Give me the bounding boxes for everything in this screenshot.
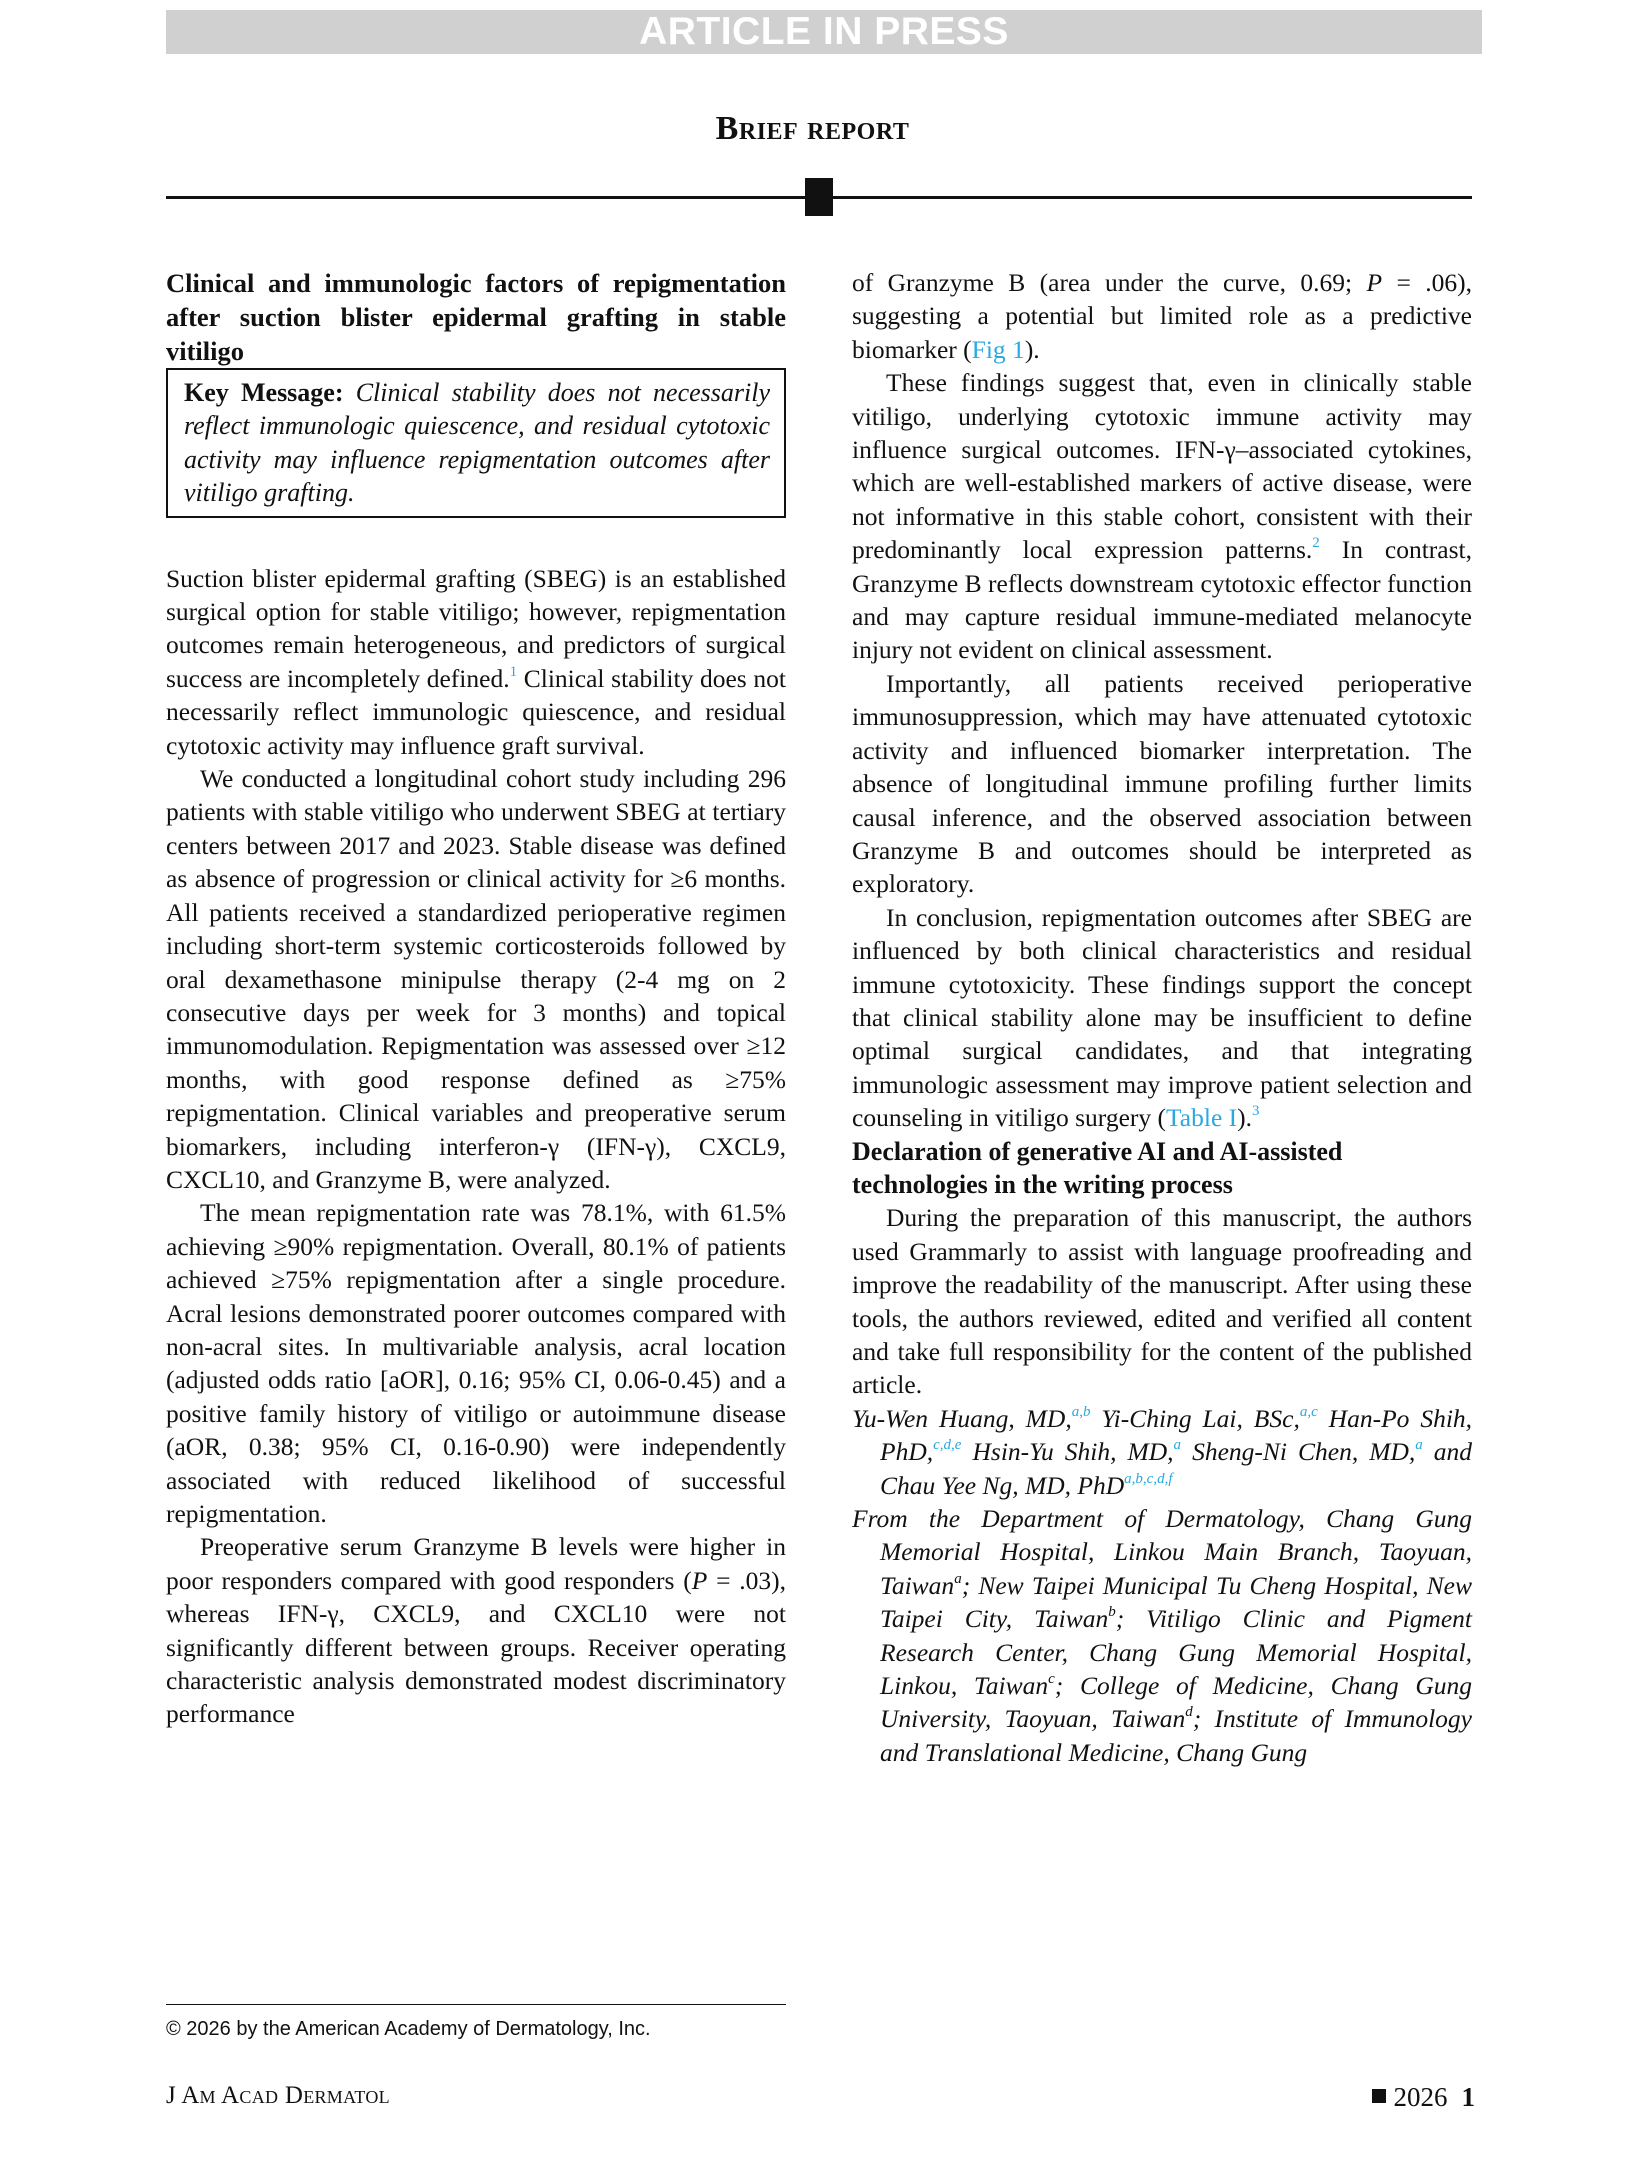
- copyright-notice: © 2026 by the American Academy of Dermatology, Inc.: [166, 2018, 651, 2040]
- figure-link[interactable]: Fig 1: [971, 334, 1025, 364]
- paragraph-roc-continued: of Granzyme B (area under the curve, 0.69; P = .06), suggesting a potential but limited role as a predictive biomarker (Fig 1).: [852, 268, 1472, 364]
- key-message-box: [166, 368, 786, 518]
- header-rule-marker: [805, 178, 833, 216]
- paragraph-conclusion: In conclusion, repigmentation outcomes after SBEG are influenced by both clinical characteristics and residual immune cytotoxicity. These findings support the concept that clinical stability alone may be insufficient to define optimal surgical candidates, and that integrating immunologic assessment may improve patient selection and counseling in vitiligo surgery (Table I).$^3$: [852, 902, 1472, 1133]
- paragraph-intro: Suction blister epidermal grafting (SBEG) is an established surgical option for stable vitiligo; however, repigmentation outcomes remain heterogeneous, and predictors of surgical success are incompletely defined.$^1$ Clinical stability does not necessarily reflect immunologic quiescence, and residual cytotoxic activity may influence graft survival.: [166, 563, 786, 760]
- issue-year: 2026: [1393, 2082, 1448, 2112]
- key-message-text: Clinical stability does not necessarily reflect immunologic quiescence, and residual cytotoxic activity may influence repigmentation outcomes after vitiligo grafting.: [184, 378, 770, 508]
- article-title: Clinical and immunologic factors of repigmentation after suction blister epidermal grafting in stable vitiligo: [166, 268, 786, 366]
- paragraph-limitations: Importantly, all patients received perioperative immunosuppression, which may have attenuated cytotoxic activity and influenced biomarker interpretation. The absence of longitudinal immune profiling further limits causal inference, and the observed association between Granzyme B and outcomes should be interpreted as exploratory.: [852, 668, 1472, 899]
- paragraph-results: The mean repigmentation rate was 78.1%, with 61.5% achieving ≥90% repigmentation. Overall, 80.1% of patients achieved ≥75% repigmentation after a single procedure. Acral lesions demonstrated poorer outcomes compared with non-acral sites. In multivariable analysis, acral location (adjusted odds ratio [aOR], 0.16; 95% CI, 0.06-0.45) and a positive family history of vitiligo or autoimmune disease (aOR, 0.38; 95% CI, 0.16-0.90) were independently associated with reduced likelihood of successful repigmentation.: [166, 1198, 786, 1528]
- page-number: 1: [1461, 2082, 1475, 2112]
- page-info: [1372, 2082, 1476, 2113]
- article-in-press-banner: ARTICLE IN PRESS: [166, 10, 1482, 54]
- paragraph-discussion: These findings suggest that, even in clinically stable vitiligo, underlying cytotoxic immune activity may influence surgical outcomes. IFN-γ–associated cytokines, which are well-established markers of active disease, were not informative in this stable cohort, consistent with their predominantly local expression patterns.$^2$ In contrast, Granzyme B reflects downstream cytotoxic effector function and may capture residual immune-mediated melanocyte injury not evident on clinical assessment.: [852, 368, 1472, 665]
- key-message-label: Key Message:: [184, 378, 344, 407]
- affiliations: From the Department of Dermatology, Chang Gung Memorial Hospital, Linkou Main Branch, Taoyuan, Taiwan$^a$; New Taipei Municipal Tu Cheng Hospital, New Taipei City, Taiwan$^b$; Vitiligo Clinic and Pigment Research Center, Chang Gung Memorial Hospital, Linkou, Taiwan$^c$; College of Medicine, Chang Gung University, Taoyuan, Taiwan$^d$; Institute of Immunology and Translational Medicine, Chang Gung: [852, 1504, 1472, 1767]
- reference-link-3[interactable]: 3: [1252, 1103, 1260, 1120]
- table-link[interactable]: Table I: [1166, 1103, 1238, 1133]
- author-list: Yu-Wen Huang, MD,$^{a,b}$ Yi-Ching Lai, BSc,$^{a,c}$ Han-Po Shih, PhD,$^{c,d,e}$ Hsin-Yu Shih, MD,$^a$ Sheng-Ni Chen, MD,$^a$ and Chau Yee Ng, MD, PhD$^{a,b,c,d,f}$: [852, 1403, 1473, 1500]
- declaration-heading: Declaration of generative AI and AI-assisted technologies in the writing process: [852, 1136, 1343, 1199]
- declaration-text: During the preparation of this manuscript, the authors used Grammarly to assist with language proofreading and improve the readability of the manuscript. After using these tools, the authors reviewed, edited and verified all content and take full responsibility for the content of the published article.: [852, 1203, 1472, 1400]
- reference-link-1[interactable]: 1: [509, 663, 518, 680]
- right-column: [852, 266, 1472, 1769]
- footnote-rule: [166, 2004, 786, 2005]
- reference-link-2[interactable]: 2: [1312, 535, 1320, 552]
- paragraph-biomarkers: Preoperative serum Granzyme B levels were higher in poor responders compared with good responders (P = .03), whereas IFN-γ, CXCL9, and CXCL10 were not significantly different between groups. Receiver operating characteristic analysis demonstrated modest discriminatory performance: [166, 1532, 786, 1729]
- journal-name: J Am Acad Dermatol: [166, 2082, 390, 2109]
- square-marker: [1372, 2089, 1386, 2103]
- left-column: [166, 266, 786, 1731]
- section-label: Brief report: [715, 110, 910, 147]
- paragraph-methods: We conducted a longitudinal cohort study including 296 patients with stable vitiligo who underwent SBEG at tertiary centers between 2017 and 2023. Stable disease was defined as absence of progression or clinical activity for ≥6 months. All patients received a standardized perioperative regimen including short-term systemic corticosteroids followed by oral dexamethasone minipulse therapy (2-4 mg on 2 consecutive days per week for 3 months) and topical immunomodulation. Repigmentation was assessed over ≥12 months, with good response defined as ≥75% repigmentation. Clinical variables and preoperative serum biomarkers, including interferon-γ (IFN-γ), CXCL9, CXCL10, and Granzyme B, were analyzed.: [166, 764, 786, 1194]
